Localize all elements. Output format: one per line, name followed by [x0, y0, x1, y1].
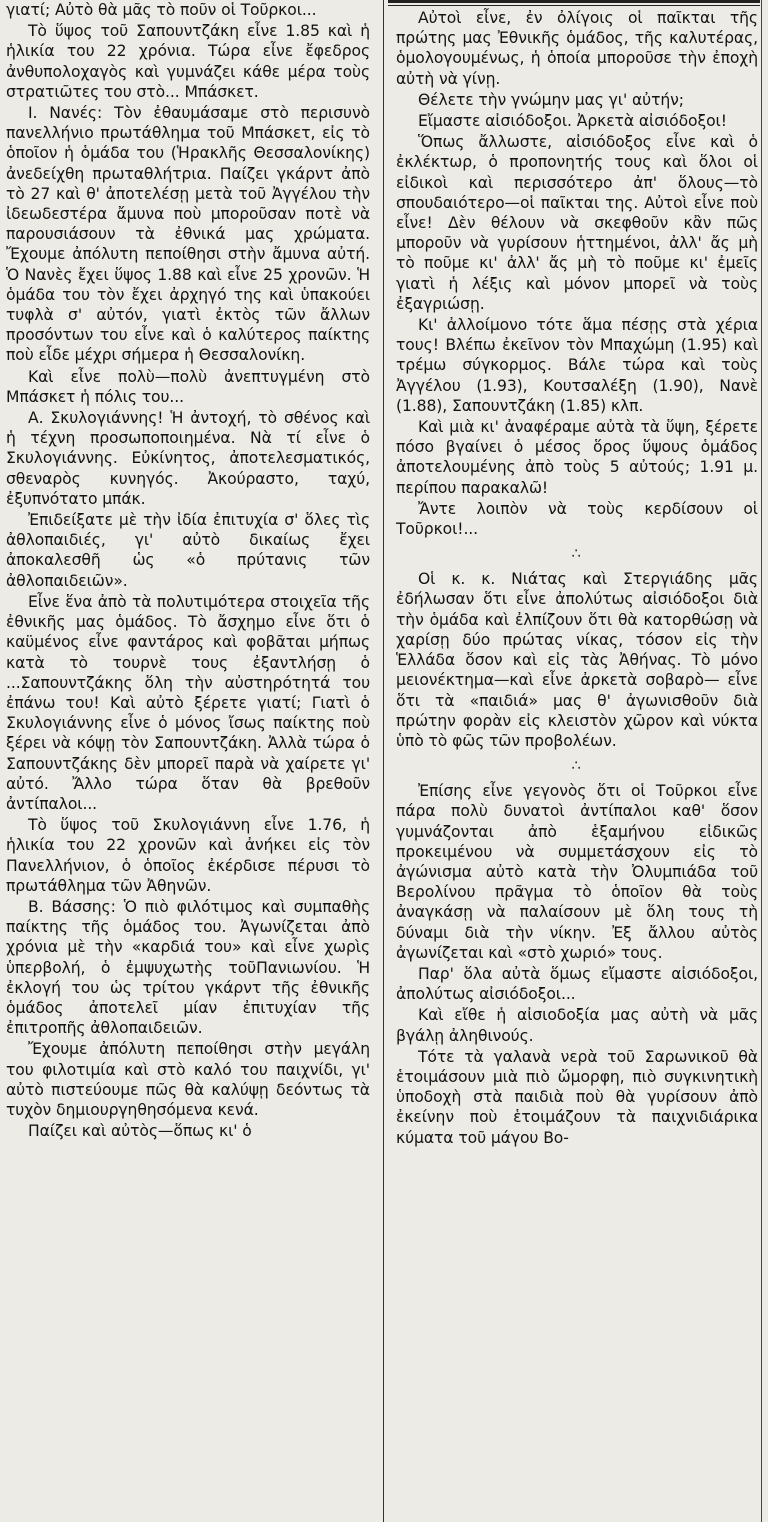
- paragraph: Παίζει καὶ αὐτὸς—ὅπως κι' ὁ: [28, 1122, 252, 1141]
- paragraph: Τότε τὰ γαλανὰ νερὰ τοῦ Σαρωνικοῦ θὰ ἑτοιμάσουν μιὰ πιὸ ὤμορφη, πιὸ συγκινητικὴ ὑποδοχὴ στὰ παιδιὰ ποὺ θὰ γυρίσουν ἀπὸ ἐκείνην ποὺ ἑτοιμάζουν τὰ παιχνιδιάρικα κύματα τοῦ μάγου Βο-: [396, 1047, 758, 1147]
- paragraph: Ἄντε λοιπὸν νὰ τοὺς κερδίσουν οἱ Τοῦρκοι!...: [396, 499, 758, 539]
- column-divider: [383, 0, 384, 1522]
- paragraph: Τὸ ὕψος τοῦ Σαπουντζάκη εἶνε 1.85 καὶ ἡ ἡλικία του 22 χρόνια. Τώρα εἶνε ἔφεδρος ἀνθυπολοχαγὸς καὶ γυμνάζει κάθε μέρα τοὺς στρατιῶτες του στὸ... Μπάσκετ.: [6, 22, 370, 101]
- paragraph: γιατί; Αὐτὸ θὰ μᾶς τὸ ποῦν οἱ Τοῦρκοι...: [6, 1, 317, 19]
- section-separator: ∴: [571, 546, 583, 563]
- paragraph: Αὐτοὶ εἶνε, ἐν ὀλίγοις οἱ παῖκται τῆς πρώτης μας Ἐθνικῆς ὁμάδος, τῆς καλυτέρας, ὁμολογουμένως, ἡ ὁποία μποροῦσε τὴν ἐποχὴ αὐτὴ νὰ γίνῃ.: [396, 9, 758, 88]
- page-edge: [761, 0, 768, 1522]
- paragraph: Θέλετε τὴν γνώμην μας γι' αὐτήν;: [418, 90, 684, 109]
- section-separator: ∴: [571, 758, 583, 775]
- right-column: [392, 0, 760, 1522]
- paragraph: Παρ' ὅλα αὐτὰ ὅμως εἴμαστε αἰσιόδοξοι, ἀπολύτως αἰσιόδοξοι...: [396, 964, 758, 1004]
- paragraph: Εἴμαστε αἰσιόδοξοι. Ἀρκετὰ αἰσιόδοξοι!: [418, 112, 727, 131]
- paragraph: Ἔχουμε ἀπόλυτη πεποίθησι στὴν μεγάλη του φιλοτιμία καὶ στὸ καλό του παιχνίδι, γι' αὐτὸ πιστεύουμε πῶς θὰ καλύψῃ δεόντως τὰ τυχὸν δημιουργηθησόμενα κενά.: [6, 1040, 370, 1119]
- paragraph: Β. Βάσσης: Ὁ πιὸ φιλότιμος καὶ συμπαθὴς παίκτης τῆς ὁμάδος του. Ἀγωνίζεται ἀπὸ χρόνια μὲ τὴν «καρδιά του» καὶ εἶνε χωρὶς ὑπερβολή, ὁ ἐμψυχωτὴς τοῦΠανιωνίου. Ἡ ἐκλογή του ὡς τρίτου γκάρντ τῆς ἐθνικῆς ὁμάδος ἀποτελεῖ μίαν ἐπιτυχίαν τῆς ἐπιτροπῆς ἀθλοπαιδειῶν.: [6, 897, 370, 1038]
- paragraph: Οἱ κ. κ. Νιάτας καὶ Στεργιάδης μᾶς ἐδήλωσαν ὅτι εἶνε ἀπολύτως αἰσιόδοξοι διὰ τὴν ὁμάδα καὶ ἐλπίζουν ὅτι θὰ κατορθώσῃ νὰ χαρίσῃ δύο πρώτας νίκας, τόσον εἰς τὴν Ἑλλάδα ὅσον καὶ εἰς τὰς Ἀθήνας. Τὸ μόνο μειονέκτημα—καὶ εἶνε ἀρκετὰ σοβαρὸ— εἶνε ὅτι τὰ «παιδιά» μας θ' ἀγωνισθοῦν διὰ πρώτην φορὰν εἰς κλειστὸν χῶρον καὶ νύκτα ὑπὸ τὸ φῶς τῶν προβολέων.: [396, 570, 758, 750]
- paragraph: Καὶ εἴθε ἡ αἰσιοδοξία μας αὐτὴ νὰ μᾶς βγάλῃ ἀληθινούς.: [396, 1006, 758, 1045]
- left-column: [4, 0, 376, 1522]
- paragraph: Εἶνε ἕνα ἀπὸ τὰ πολυτιμότερα στοιχεῖα τῆς ἐθνικῆς μας ὁμάδος. Τὸ ἄσχημο εἶνε ὅτι ὁ καϋμένος εἶνε φαντάρος καὶ φοβᾶται μήπως κατὰ τὸ τουρνὲ τους ἐξαντλήσῃ ὁ ...Σαπουντζάκης ὅλη τὴν αὐστηρότητά του ἐπάνω του! Καὶ αὐτὸ ξέρετε γιατί; Γιατὶ ὁ Σκυλογιάννης εἶνε ὁ μόνος ἴσως παίκτης ποὺ ξέρει νὰ κόψῃ τὸν Σαπουντζάκη. Ἀλλὰ τώρα ὁ Σαπουντζάκης δὲν μπορεῖ παρὰ νὰ χαίρετε γι' αὐτό. Ἄλλο τώρα ὅταν θὰ βρεθοῦν ἀντίπαλοι...: [6, 592, 370, 813]
- paragraph: Ἐπιδείξατε μὲ τὴν ἰδία ἐπιτυχία σ' ὅλες τὶς ἀθλοπαιδιές, γι' αὐτὸ δικαίως ἔχει ἀποκαλεσθῆ ὡς «ὁ πρύτανις τῶν ἀθλοπαιδειῶν».: [6, 511, 370, 590]
- paragraph: Ι. Νανές: Τὸν ἐθαυμάσαμε στὸ περισυνὸ πανελλήνιο πρωτάθλημα τοῦ Μπάσκετ, εἰς τὸ ὁποῖον ἡ ὁμάδα του (Ἡρακλῆς Θεσσαλονίκης) ἀνεδείχθη πρωταθλήτρια. Παίζει γκάρντ ἀπὸ τὸ 27 καὶ θ' ἀποτελέσῃ μετὰ τοῦ Ἀγγέλου τὴν ἰδεωδεστέρα ἄμυνα ποὺ μποροῦσαν ποτὲ νὰ παρουσιάσουν τὰ ἐθνικά μας χρώματα. Ἔχουμε ἀπόλυτη πεποίθησι στὴν ἄμυνα αὐτή. Ὁ Νανὲς ἔχει ὕψος 1.88 καὶ εἶνε 25 χρονῶν. Ἡ ὁμάδα του τὸν ἔχει ἀρχηγό της καὶ ὑπακούει τυφλὰ σ' αὐτόν, γιατὶ ἐκτὸς τῶν ἄλλων προσόντων του εἶνε καὶ ὁ καλύτερος παίκτης ποὺ εἶδε μέχρι σήμερα ἡ Θεσσαλονίκη.: [6, 104, 370, 365]
- paragraph: Τὸ ὕψος τοῦ Σκυλογιάννη εἶνε 1.76, ἡ ἡλικία του 22 χρονῶν καὶ ἀνήκει εἰς τὸν Πανελλήνιον, ὁ ὁποῖος ἐκέρδισε πέρυσι τὸ πρωτάθλημα τῶν Ἀθηνῶν.: [6, 816, 370, 895]
- paragraph: Κι' ἀλλοίμονο τότε ἅμα πέσῃς στὰ χέρια τους! Βλέπω ἐκεῖνον τὸν Μπαχώμη (1.95) καὶ τρέμω σύγκορμος. Βάλε τώρα καὶ τοὺς Ἀγγέλου (1.93), Κουτσαλέξη (1.90), Νανὲ (1.88), Σαπουντζάκη (1.85) κλπ.: [396, 316, 758, 415]
- paragraph: Ὅπως ἄλλωστε, αἰσιόδοξος εἶνε καὶ ὁ ἐκλέκτωρ, ὁ προπονητής τους καὶ ὅλοι οἱ εἰδικοὶ καὶ περισσότερο ἀπ' ὅλους—τὸ σπουδαιότερο—οἱ παῖκται της. Αὐτοὶ εἶνε ποὺ εἶνε! Δὲν θέλουν νὰ σκεφθοῦν κἂν πῶς μποροῦν νὰ γυρίσουν ἡττημένοι, ἀλλ' ἄς μὴ τὸ ποῦμε κι' ἀλλ' ἄς μὴ τὸ ποῦμε κι' ἐμεῖς γιατὶ ἡ λέξις καὶ μόνον μπορεῖ νὰ τοὺς ἐξαγριώσῃ.: [396, 133, 758, 313]
- paragraph: Ἐπίσης εἶνε γεγονὸς ὅτι οἱ Τοῦρκοι εἶνε πάρα πολὺ δυνατοὶ ἀντίπαλοι καθ' ὅσον γυμνάζονται ἀπὸ ἑξαμήνου εἰδικῶς προκειμένου νὰ συμμετάσχουν εἰς τὸ ἀγώνισμα αὐτὸ κατὰ τὴν Ὀλυμπιάδα τοῦ Βερολίνου πρᾶγμα τὸ ὁποῖον θὰ τοὺς ἀναγκάσῃ νὰ παλαίσουν μὲ ὅλη τους τὴ δύναμι διὰ τὴν νίκην. Ἐξ ἄλλου αὐτὸς ἀγωνίζεται καὶ «στὸ χωριό» τους.: [396, 782, 758, 962]
- paragraph: Καὶ μιὰ κι' ἀναφέραμε αὐτὰ τὰ ὕψη, ξέρετε πόσο βγαίνει ὁ μέσος ὅρος ὕψους ὁμάδος ἀποτελουμένης ἀπὸ τοὺς 5 αὐτούς; 1.91 μ. περίπου παρακαλῶ!: [396, 418, 758, 497]
- paragraph: Α. Σκυλογιάννης! Ἡ ἀντοχή, τὸ σθένος καὶ ἡ τέχνη προσωποποιημένα. Νὰ τί εἶνε ὁ Σκυλογιάννης. Εὐκίνητος, ἀποτελεσματικός, σθεναρὸς κυνηγός. Ἀκούραστο, ταχύ, ἐξυπνότατο μπάκ.: [6, 409, 370, 508]
- paragraph: Καὶ εἶνε πολὺ—πολὺ ἀνεπτυγμένη στὸ Μπάσκετ ἡ πόλις του...: [6, 367, 370, 406]
